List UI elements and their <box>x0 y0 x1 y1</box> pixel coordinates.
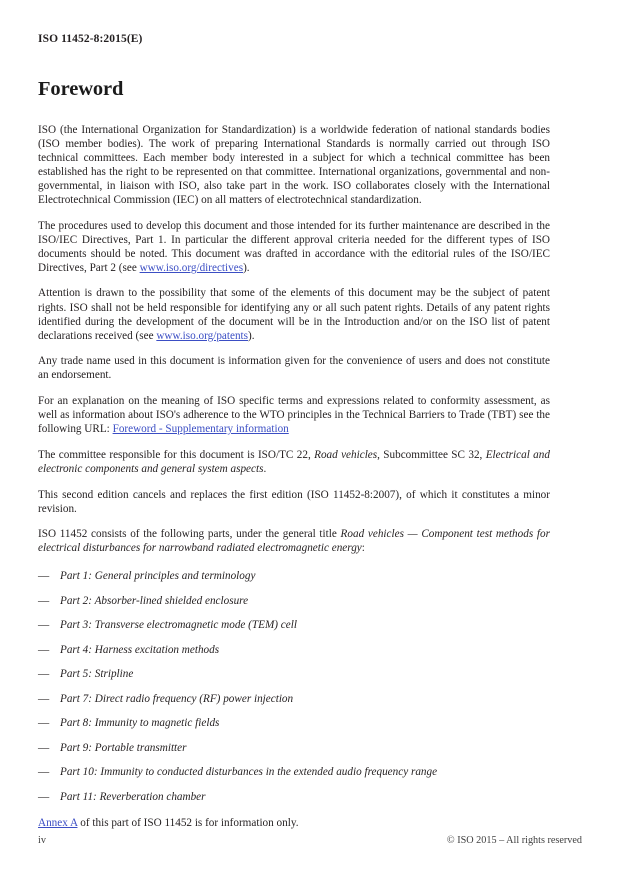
list-item <box>38 618 550 632</box>
committee-title-electrical-components: Electrical and electronic components and general system aspects <box>38 448 550 475</box>
em-dash-bullet-icon: — <box>38 790 50 803</box>
page-number: iv <box>38 835 46 846</box>
paragraph-parts-intro <box>38 527 550 555</box>
link-annex-a[interactable]: Annex A <box>38 816 78 829</box>
paragraph-patent-text-before: Attention is drawn to the possibility that some of the elements of this document may be the subject of patent rights. ISO shall not be held responsible for identifying any or all such patent rights. Details of any patent rights identified during the development of the document will be in the Introduction and/or on the ISO list of patent declarations received (see <box>38 287 550 342</box>
paragraph-conformity-assessment <box>38 394 550 436</box>
em-dash-bullet-icon: — <box>38 643 50 656</box>
list-item <box>38 765 550 779</box>
paragraph-iso-description: ISO (the International Organization for Standardization) is a worldwide federation of national standards bodies (ISO member bodies). The work of preparing International Standards is normally carried out through ISO technical committees. Each member body interested in a subject for which a technical committee has been established has the right to be represented on that committee. International organizations, governmental and non-governmental, in liaison with ISO, also take part in the work. ISO collaborates closely with the International Electrotechnical Commission (IEC) on all matters of electrotechnical standardization. <box>38 123 550 207</box>
list-item <box>38 569 550 583</box>
em-dash-bullet-icon: — <box>38 619 50 632</box>
list-item-label: Part 3: Transverse electromagnetic mode (TEM) cell <box>60 619 297 632</box>
paragraph-conformity-text-before: For an explanation on the meaning of ISO specific terms and expressions related to conformity assessment, as well as information about ISO's adherence to the WTO principles in the Technical Barriers to Trade (TBT) see the following URL: <box>38 395 550 436</box>
committee-text-after: . <box>263 462 267 475</box>
parts-intro-general-title: Road vehicles — Component test methods for electrical disturbances for narrowband radiated electromagnetic energy <box>38 528 550 555</box>
em-dash-bullet-icon: — <box>38 692 50 705</box>
list-item <box>38 790 550 804</box>
annex-note-text: of this part of ISO 11452 is for information only. <box>77 816 299 829</box>
parts-intro-text-before: ISO 11452 consists of the following parts, under the general title <box>38 528 341 541</box>
list-item-label: Part 4: Harness excitation methods <box>60 643 220 656</box>
list-item-label: Part 5: Stripline <box>60 668 134 681</box>
parts-list <box>38 569 550 804</box>
list-item <box>38 667 550 681</box>
paragraph-committee-responsible <box>38 448 550 476</box>
paragraph-procedures-text-after: ). <box>243 261 250 274</box>
em-dash-bullet-icon: — <box>38 717 50 730</box>
em-dash-bullet-icon: — <box>38 570 50 583</box>
list-item-label: Part 8: Immunity to magnetic fields <box>60 717 220 730</box>
paragraph-second-edition: This second edition cancels and replaces the first edition (ISO 11452-8:2007), of which it constitutes a minor revision. <box>38 488 550 515</box>
parts-intro-text-after: : <box>361 542 365 555</box>
list-item <box>38 741 550 755</box>
em-dash-bullet-icon: — <box>38 741 50 754</box>
link-foreword-supplementary-information[interactable]: Foreword - Supplementary information <box>112 423 289 436</box>
list-item <box>38 594 550 608</box>
list-item-label: Part 7: Direct radio frequency (RF) power injection <box>60 692 294 705</box>
list-item-label: Part 10: Immunity to conducted disturbances in the extended audio frequency range <box>60 766 438 779</box>
em-dash-bullet-icon: — <box>38 766 50 779</box>
paragraph-patent-rights <box>38 286 550 342</box>
list-item-label: Part 11: Reverberation chamber <box>60 790 206 803</box>
paragraph-annex-note <box>38 816 550 830</box>
list-item-label: Part 1: General principles and terminology <box>60 570 256 583</box>
list-item-label: Part 9: Portable transmitter <box>60 741 187 754</box>
committee-text-before: The committee responsible for this document is ISO/TC 22, <box>38 448 315 461</box>
list-item-label: Part 2: Absorber-lined shielded enclosure <box>60 594 249 607</box>
page-footer <box>38 835 582 849</box>
list-item <box>38 643 550 657</box>
em-dash-bullet-icon: — <box>38 594 50 607</box>
paragraph-procedures <box>38 219 550 275</box>
copyright-notice: © ISO 2015 – All rights reserved <box>446 835 582 846</box>
page-title: Foreword <box>38 78 124 100</box>
document-header-reference: ISO 11452-8:2015(E) <box>38 33 143 45</box>
paragraph-patent-text-after: ). <box>248 329 255 342</box>
committee-text-middle: , Subcommittee SC 32, <box>377 448 486 461</box>
document-body <box>38 78 550 830</box>
list-item <box>38 716 550 730</box>
paragraph-trade-name: Any trade name used in this document is information given for the convenience of users and does not constitute an endorsement. <box>38 355 550 382</box>
link-iso-directives[interactable]: www.iso.org/directives <box>139 261 244 274</box>
link-iso-patents[interactable]: www.iso.org/patents <box>156 329 249 342</box>
em-dash-bullet-icon: — <box>38 668 50 681</box>
paragraph-procedures-text-before: The procedures used to develop this document and those intended for its further maintenance are described in the ISO/IEC Directives, Part 1. In particular the different approval criteria needed for the different types of ISO documents should be noted. This document was drafted in accordance with the editorial rules of the ISO/IEC Directives, Part 2 (see <box>38 219 550 274</box>
list-item <box>38 692 550 706</box>
committee-title-road-vehicles: Road vehicles <box>314 448 378 461</box>
